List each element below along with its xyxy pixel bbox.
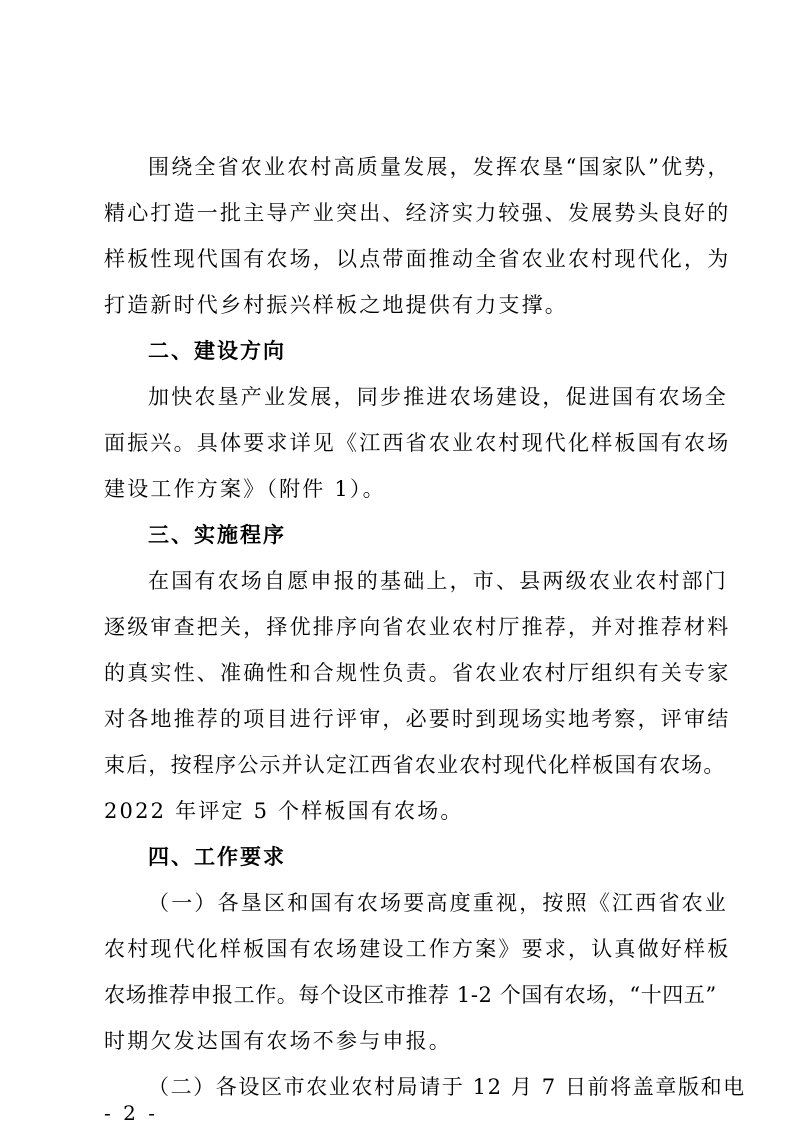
paragraph-3-line-4: 对各地推荐的项目进行评审，必要时到现场实地考察，评审结 <box>104 707 731 731</box>
paragraph-4-line-4: 时期欠发达国有农场不参与申报。 <box>104 1029 452 1053</box>
paragraph-3-line-1: 在国有农场自愿申报的基础上，市、县两级农业农村部门 <box>148 569 728 593</box>
paragraph-4-line-2: 农村现代化样板国有农场建设工作方案》要求，认真做好样板 <box>104 937 731 961</box>
paragraph-2-line-1: 加快农垦产业发展，同步推进农场建设，促进国有农场全 <box>148 385 728 409</box>
section-heading-construction-direction: 二、建设方向 <box>148 339 286 363</box>
page-number: - 2 - <box>104 1101 158 1125</box>
paragraph-1-line-1: 围绕全省农业农村高质量发展，发挥农垦“国家队”优势， <box>148 155 731 179</box>
paragraph-5-line-1: （二）各设区市农业农村局请于 12 月 7 日前将盖章版和电 <box>148 1075 746 1099</box>
paragraph-3-line-5: 束后，按程序公示并认定江西省农业农村现代化样板国有农场。 <box>104 753 726 777</box>
section-heading-implementation-procedure: 三、实施程序 <box>148 523 286 547</box>
paragraph-4-line-1: （一）各垦区和国有农场要高度重视，按照《江西省农业 <box>148 891 728 915</box>
paragraph-1-line-4: 打造新时代乡村振兴样板之地提供有力支撑。 <box>104 293 568 317</box>
paragraph-3-line-3: 的真实性、准确性和合规性负责。省农业农村厅组织有关专家 <box>104 661 731 685</box>
paragraph-1-line-3: 样板性现代国有农场，以点带面推动全省农业农村现代化，为 <box>104 247 731 271</box>
paragraph-2-line-2: 面振兴。具体要求详见《江西省农业农村现代化样板国有农场 <box>104 431 731 455</box>
paragraph-4-line-3: 农场推荐申报工作。每个设区市推荐 1-2 个国有农场，“十四五” <box>104 983 717 1007</box>
paragraph-3-line-6: 2022 年评定 5 个样板国有农场。 <box>104 799 464 823</box>
paragraph-1-line-2: 精心打造一批主导产业突出、经济实力较强、发展势头良好的 <box>104 201 731 225</box>
section-heading-work-requirements: 四、工作要求 <box>148 845 286 869</box>
paragraph-3-line-2: 逐级审查把关，择优排序向省农业农村厅推荐，并对推荐材料 <box>104 615 731 639</box>
paragraph-2-line-3: 建设工作方案》（附件 1）。 <box>104 477 386 501</box>
